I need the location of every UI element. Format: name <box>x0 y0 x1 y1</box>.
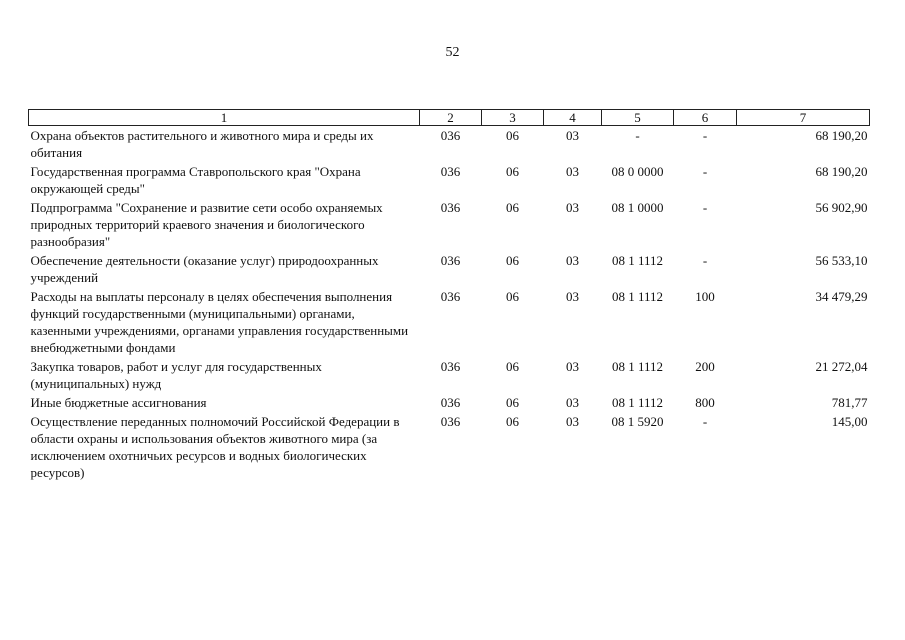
row-ministry-code: 036 <box>440 359 461 374</box>
column-header-6: 6 <box>674 110 737 126</box>
row-section-code: 06 <box>506 395 519 410</box>
row-ministry-code: 036 <box>440 128 461 143</box>
row-section-code: 06 <box>506 200 519 215</box>
row-subsection-code: 03 <box>566 395 579 410</box>
row-section-code: 06 <box>506 414 519 429</box>
row-name: Закупка товаров, работ и услуг для государственных (муниципальных) нужд <box>30 359 322 391</box>
row-subsection-code: 03 <box>566 414 579 429</box>
row-ministry-code: 036 <box>440 200 461 215</box>
table-row <box>29 198 870 251</box>
row-amount: 781,77 <box>831 395 868 410</box>
column-header-5: 5 <box>602 110 674 126</box>
row-amount: 34 479,29 <box>815 289 868 304</box>
row-section-code: 06 <box>506 253 519 268</box>
row-ministry-code: 036 <box>440 395 461 410</box>
row-name: Государственная программа Ставропольского края "Охрана окружающей среды" <box>30 164 361 196</box>
row-name: Подпрограмма "Сохранение и развитие сети особо охраняемых природных территорий краевого значения и биологического разнообразия" <box>30 200 383 249</box>
row-amount: 68 190,20 <box>815 164 868 179</box>
row-subsection-code: 03 <box>566 128 579 143</box>
row-name: Охрана объектов растительного и животного мира и среды их обитания <box>30 128 374 160</box>
table-row <box>29 251 870 287</box>
table-row <box>29 126 870 163</box>
column-header-3: 3 <box>482 110 544 126</box>
table-row <box>29 287 870 357</box>
column-header-4: 4 <box>544 110 602 126</box>
row-expense-type: - <box>702 414 708 429</box>
row-subsection-code: 03 <box>566 200 579 215</box>
row-amount: 56 533,10 <box>815 253 868 268</box>
row-section-code: 06 <box>506 289 519 304</box>
row-ministry-code: 036 <box>440 253 461 268</box>
row-expense-type: - <box>702 164 708 179</box>
row-section-code: 06 <box>506 164 519 179</box>
table-header-row <box>29 110 870 126</box>
row-expense-type: - <box>702 253 708 268</box>
row-target-article: 08 1 1112 <box>611 253 664 268</box>
row-subsection-code: 03 <box>566 253 579 268</box>
row-target-article: 08 1 1112 <box>611 395 664 410</box>
row-target-article: 08 0 0000 <box>611 164 664 179</box>
row-name: Иные бюджетные ассигнования <box>30 395 207 410</box>
row-expense-type: 200 <box>695 359 715 374</box>
row-name: Обеспечение деятельности (оказание услуг) природоохранных учреждений <box>30 253 379 285</box>
row-target-article: 08 1 1112 <box>611 289 664 304</box>
budget-table <box>28 109 870 482</box>
row-expense-type: - <box>702 128 708 143</box>
page-number: 52 <box>445 45 460 60</box>
row-subsection-code: 03 <box>566 359 579 374</box>
row-target-article: 08 1 0000 <box>611 200 664 215</box>
row-subsection-code: 03 <box>566 289 579 304</box>
column-header-2: 2 <box>420 110 482 126</box>
row-amount: 145,00 <box>831 414 868 429</box>
row-target-article: 08 1 5920 <box>611 414 664 429</box>
row-ministry-code: 036 <box>440 164 461 179</box>
row-expense-type: 800 <box>695 395 715 410</box>
row-section-code: 06 <box>506 359 519 374</box>
table-row <box>29 357 870 393</box>
column-header-7: 7 <box>737 110 870 126</box>
row-expense-type: - <box>702 200 708 215</box>
row-target-article: 08 1 1112 <box>611 359 664 374</box>
row-ministry-code: 036 <box>440 414 461 429</box>
table-row <box>29 393 870 412</box>
row-amount: 68 190,20 <box>815 128 868 143</box>
row-expense-type: 100 <box>695 289 715 304</box>
row-name: Осуществление переданных полномочий Российской Федерации в области охраны и использования объектов животного мира (за исключением охотничьих ресурсов и водных биологических ресурсов) <box>30 414 400 480</box>
table-row <box>29 162 870 198</box>
row-amount: 56 902,90 <box>815 200 868 215</box>
row-amount: 21 272,04 <box>815 359 868 374</box>
row-section-code: 06 <box>506 128 519 143</box>
row-ministry-code: 036 <box>440 289 461 304</box>
row-name: Расходы на выплаты персоналу в целях обеспечения выполнения функций государственными (муниципальными) органами, казенными учреждениями, органами управления государственными внебюджетными фондами <box>30 289 409 355</box>
row-target-article: - <box>635 128 640 143</box>
table-row <box>29 412 870 482</box>
column-header-1: 1 <box>29 110 420 126</box>
row-subsection-code: 03 <box>566 164 579 179</box>
